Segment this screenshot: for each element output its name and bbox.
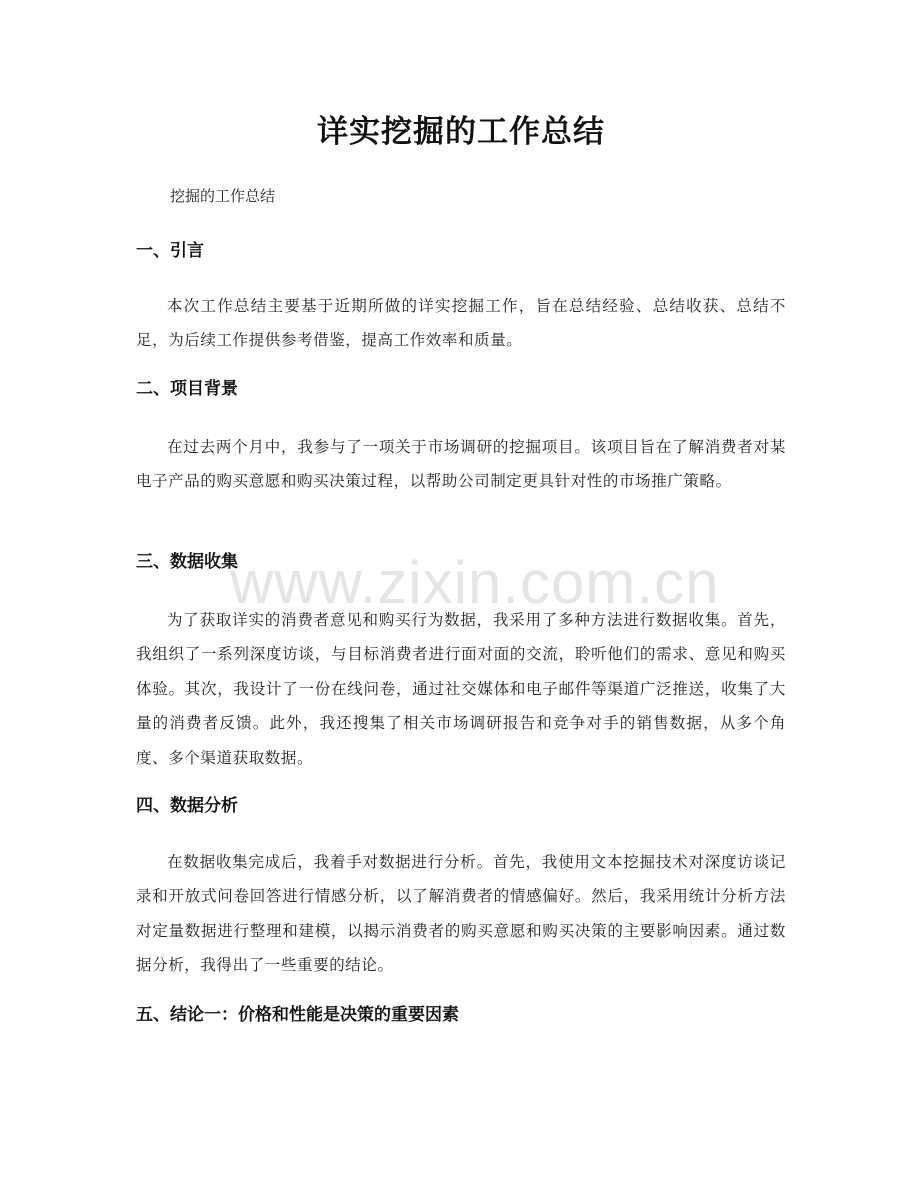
section-introduction [136,238,786,358]
section-heading: 五、结论一：价格和性能是决策的重要因素 [136,1005,459,1025]
section-paragraph: 在过去两个月中，我参与了一项关于市场调研的挖掘项目。该项目旨在了解消费者对某电子产品的购买意愿和购买决策过程，以帮助公司制定更具针对性的市场推广策略。 [136,438,786,491]
section-paragraph: 为了获取详实的消费者意见和购买行为数据，我采用了多种方法进行数据收集。首先，我组织了一系列深度访谈，与目标消费者进行面对面的交流，聆听他们的需求、意见和购买体验。其次，我设计了一份在线问卷，通过社交媒体和电子邮件等渠道广泛推送，收集了大量的消费者反馈。此外，我还搜集了相关市场调研报告和竞争对手的销售数据，从多个角度、多个渠道获取数据。 [136,611,786,767]
watermark: www.zixin.com.cn [230,549,720,616]
section-data-analysis [136,793,786,983]
section-conclusion-one [136,1002,786,1028]
document-title: 详实挖掘的工作总结 [317,114,605,150]
section-heading: 二、项目背景 [136,379,238,399]
document-subtitle: 挖掘的工作总结 [170,187,276,205]
section-paragraph: 本次工作总结主要基于近期所做的详实挖掘工作，旨在总结经验、总结收获、总结不足，为后续工作提供参考借鉴，提高工作效率和质量。 [136,297,786,350]
section-background [136,376,786,499]
section-heading: 四、数据分析 [136,796,238,816]
section-heading: 三、数据收集 [136,552,238,572]
section-data-collection [136,549,786,775]
section-paragraph: 在数据收集完成后，我着手对数据进行分析。首先，我使用文本挖掘技术对深度访谈记录和开放式问卷回答进行情感分析，以了解消费者的情感偏好。然后，我采用统计分析方法对定量数据进行整理和建模，以揭示消费者的购买意愿和购买决策的主要影响因素。通过数据分析，我得出了一些重要的结论。 [136,853,786,975]
section-heading: 一、引言 [136,241,204,261]
